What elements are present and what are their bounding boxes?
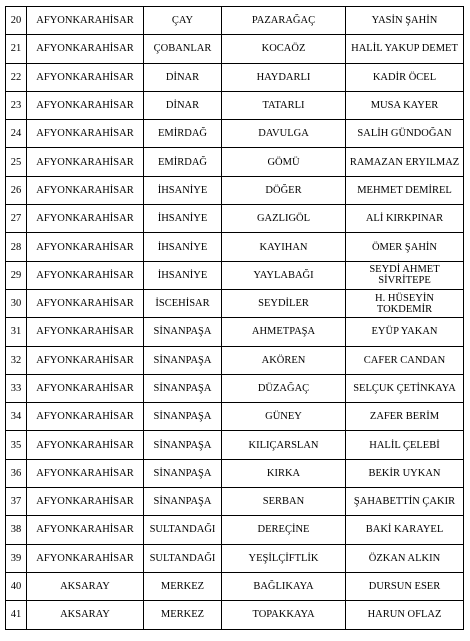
district-cell: SULTANDAĞI	[144, 544, 222, 572]
person-name-cell: EYÜP YAKAN	[346, 318, 464, 346]
table-row	[6, 374, 464, 402]
province-cell: AFYONKARAHİSAR	[27, 318, 144, 346]
province-cell: AFYONKARAHİSAR	[27, 63, 144, 91]
person-name-cell: HALİL ÇELEBİ	[346, 431, 464, 459]
district-cell: İHSANİYE	[144, 233, 222, 261]
row-number: 29	[6, 261, 27, 289]
province-cell: AFYONKARAHİSAR	[27, 205, 144, 233]
person-name-cell: SELÇUK ÇETİNKAYA	[346, 374, 464, 402]
row-number: 22	[6, 63, 27, 91]
row-number: 26	[6, 176, 27, 204]
province-cell: AFYONKARAHİSAR	[27, 176, 144, 204]
row-number: 39	[6, 544, 27, 572]
person-name-cell: H. HÜSEYİN TOKDEMİR	[346, 289, 464, 317]
person-name-cell: SALİH GÜNDOĞAN	[346, 120, 464, 148]
district-cell: DİNAR	[144, 63, 222, 91]
village-cell: KAYIHAN	[222, 233, 346, 261]
row-number: 25	[6, 148, 27, 176]
row-number: 36	[6, 459, 27, 487]
table-row	[6, 7, 464, 35]
table-row	[6, 176, 464, 204]
village-cell: GÖMÜ	[222, 148, 346, 176]
village-cell: DEREÇİNE	[222, 516, 346, 544]
table-row	[6, 318, 464, 346]
province-cell: AFYONKARAHİSAR	[27, 261, 144, 289]
district-cell: DİNAR	[144, 91, 222, 119]
table-row	[6, 91, 464, 119]
row-number: 27	[6, 205, 27, 233]
district-cell: EMİRDAĞ	[144, 120, 222, 148]
row-number: 37	[6, 488, 27, 516]
province-cell: AFYONKARAHİSAR	[27, 7, 144, 35]
district-cell: MERKEZ	[144, 601, 222, 629]
district-cell: SULTANDAĞI	[144, 516, 222, 544]
province-cell: AFYONKARAHİSAR	[27, 544, 144, 572]
province-cell: AFYONKARAHİSAR	[27, 233, 144, 261]
district-cell: İHSANİYE	[144, 176, 222, 204]
table-row	[6, 459, 464, 487]
village-cell: KIRKA	[222, 459, 346, 487]
province-cell: AFYONKARAHİSAR	[27, 148, 144, 176]
district-cell: MERKEZ	[144, 572, 222, 600]
row-number: 28	[6, 233, 27, 261]
province-cell: AFYONKARAHİSAR	[27, 459, 144, 487]
table-row	[6, 516, 464, 544]
person-name-cell: HARUN OFLAZ	[346, 601, 464, 629]
records-table	[5, 6, 464, 630]
person-name-cell: BEKİR UYKAN	[346, 459, 464, 487]
row-number: 33	[6, 374, 27, 402]
village-cell: DÖĞER	[222, 176, 346, 204]
person-name-cell: HALİL YAKUP DEMET	[346, 35, 464, 63]
table-row	[6, 431, 464, 459]
person-name-cell: YASİN ŞAHİN	[346, 7, 464, 35]
person-name-cell: CAFER CANDAN	[346, 346, 464, 374]
table-row	[6, 544, 464, 572]
row-number: 21	[6, 35, 27, 63]
province-cell: AFYONKARAHİSAR	[27, 289, 144, 317]
province-cell: AFYONKARAHİSAR	[27, 431, 144, 459]
province-cell: AFYONKARAHİSAR	[27, 346, 144, 374]
person-name-cell: ALİ KIRKPINAR	[346, 205, 464, 233]
district-cell: ÇOBANLAR	[144, 35, 222, 63]
province-cell: AKSARAY	[27, 572, 144, 600]
row-number: 32	[6, 346, 27, 374]
district-cell: SİNANPAŞA	[144, 318, 222, 346]
district-cell: SİNANPAŞA	[144, 346, 222, 374]
row-number: 40	[6, 572, 27, 600]
village-cell: KILIÇARSLAN	[222, 431, 346, 459]
district-cell: SİNANPAŞA	[144, 459, 222, 487]
province-cell: AFYONKARAHİSAR	[27, 120, 144, 148]
village-cell: YAYLABAĞI	[222, 261, 346, 289]
table-row	[6, 63, 464, 91]
person-name-cell: ŞAHABETTİN ÇAKIR	[346, 488, 464, 516]
table-row	[6, 488, 464, 516]
table-row	[6, 601, 464, 629]
district-cell: EMİRDAĞ	[144, 148, 222, 176]
village-cell: KOCAÖZ	[222, 35, 346, 63]
province-cell: AFYONKARAHİSAR	[27, 35, 144, 63]
row-number: 38	[6, 516, 27, 544]
person-name-cell: SEYDİ AHMET SİVRİTEPE	[346, 261, 464, 289]
district-cell: SİNANPAŞA	[144, 403, 222, 431]
row-number: 30	[6, 289, 27, 317]
district-cell: SİNANPAŞA	[144, 488, 222, 516]
village-cell: TATARLI	[222, 91, 346, 119]
table-row	[6, 572, 464, 600]
table-row	[6, 35, 464, 63]
row-number: 41	[6, 601, 27, 629]
province-cell: AKSARAY	[27, 601, 144, 629]
person-name-cell: MUSA KAYER	[346, 91, 464, 119]
person-name-cell: KADİR ÖCEL	[346, 63, 464, 91]
village-cell: AHMETPAŞA	[222, 318, 346, 346]
district-cell: İHSANİYE	[144, 205, 222, 233]
row-number: 23	[6, 91, 27, 119]
village-cell: AKÖREN	[222, 346, 346, 374]
person-name-cell: BAKİ KARAYEL	[346, 516, 464, 544]
village-cell: HAYDARLI	[222, 63, 346, 91]
person-name-cell: MEHMET DEMİREL	[346, 176, 464, 204]
province-cell: AFYONKARAHİSAR	[27, 374, 144, 402]
row-number: 34	[6, 403, 27, 431]
village-cell: BAĞLIKAYA	[222, 572, 346, 600]
province-cell: AFYONKARAHİSAR	[27, 403, 144, 431]
row-number: 20	[6, 7, 27, 35]
table-row	[6, 261, 464, 289]
table-row	[6, 120, 464, 148]
row-number: 31	[6, 318, 27, 346]
row-number: 35	[6, 431, 27, 459]
district-cell: ÇAY	[144, 7, 222, 35]
village-cell: TOPAKKAYA	[222, 601, 346, 629]
village-cell: GÜNEY	[222, 403, 346, 431]
table-row	[6, 233, 464, 261]
district-cell: İHSANİYE	[144, 261, 222, 289]
village-cell: PAZARAĞAÇ	[222, 7, 346, 35]
village-cell: YEŞİLÇİFTLİK	[222, 544, 346, 572]
row-number: 24	[6, 120, 27, 148]
district-cell: İSCEHİSAR	[144, 289, 222, 317]
village-cell: SERBAN	[222, 488, 346, 516]
person-name-cell: ÖZKAN ALKIN	[346, 544, 464, 572]
person-name-cell: ZAFER BERİM	[346, 403, 464, 431]
village-cell: SEYDİLER	[222, 289, 346, 317]
village-cell: DAVULGA	[222, 120, 346, 148]
records-table-body	[6, 7, 464, 630]
province-cell: AFYONKARAHİSAR	[27, 516, 144, 544]
district-cell: SİNANPAŞA	[144, 431, 222, 459]
table-row	[6, 205, 464, 233]
table-row	[6, 148, 464, 176]
province-cell: AFYONKARAHİSAR	[27, 91, 144, 119]
table-row	[6, 346, 464, 374]
table-row	[6, 403, 464, 431]
person-name-cell: ÖMER ŞAHİN	[346, 233, 464, 261]
person-name-cell: RAMAZAN ERYILMAZ	[346, 148, 464, 176]
table-row	[6, 289, 464, 317]
district-cell: SİNANPAŞA	[144, 374, 222, 402]
person-name-cell: DURSUN ESER	[346, 572, 464, 600]
village-cell: GAZLIGÖL	[222, 205, 346, 233]
village-cell: DÜZAĞAÇ	[222, 374, 346, 402]
province-cell: AFYONKARAHİSAR	[27, 488, 144, 516]
